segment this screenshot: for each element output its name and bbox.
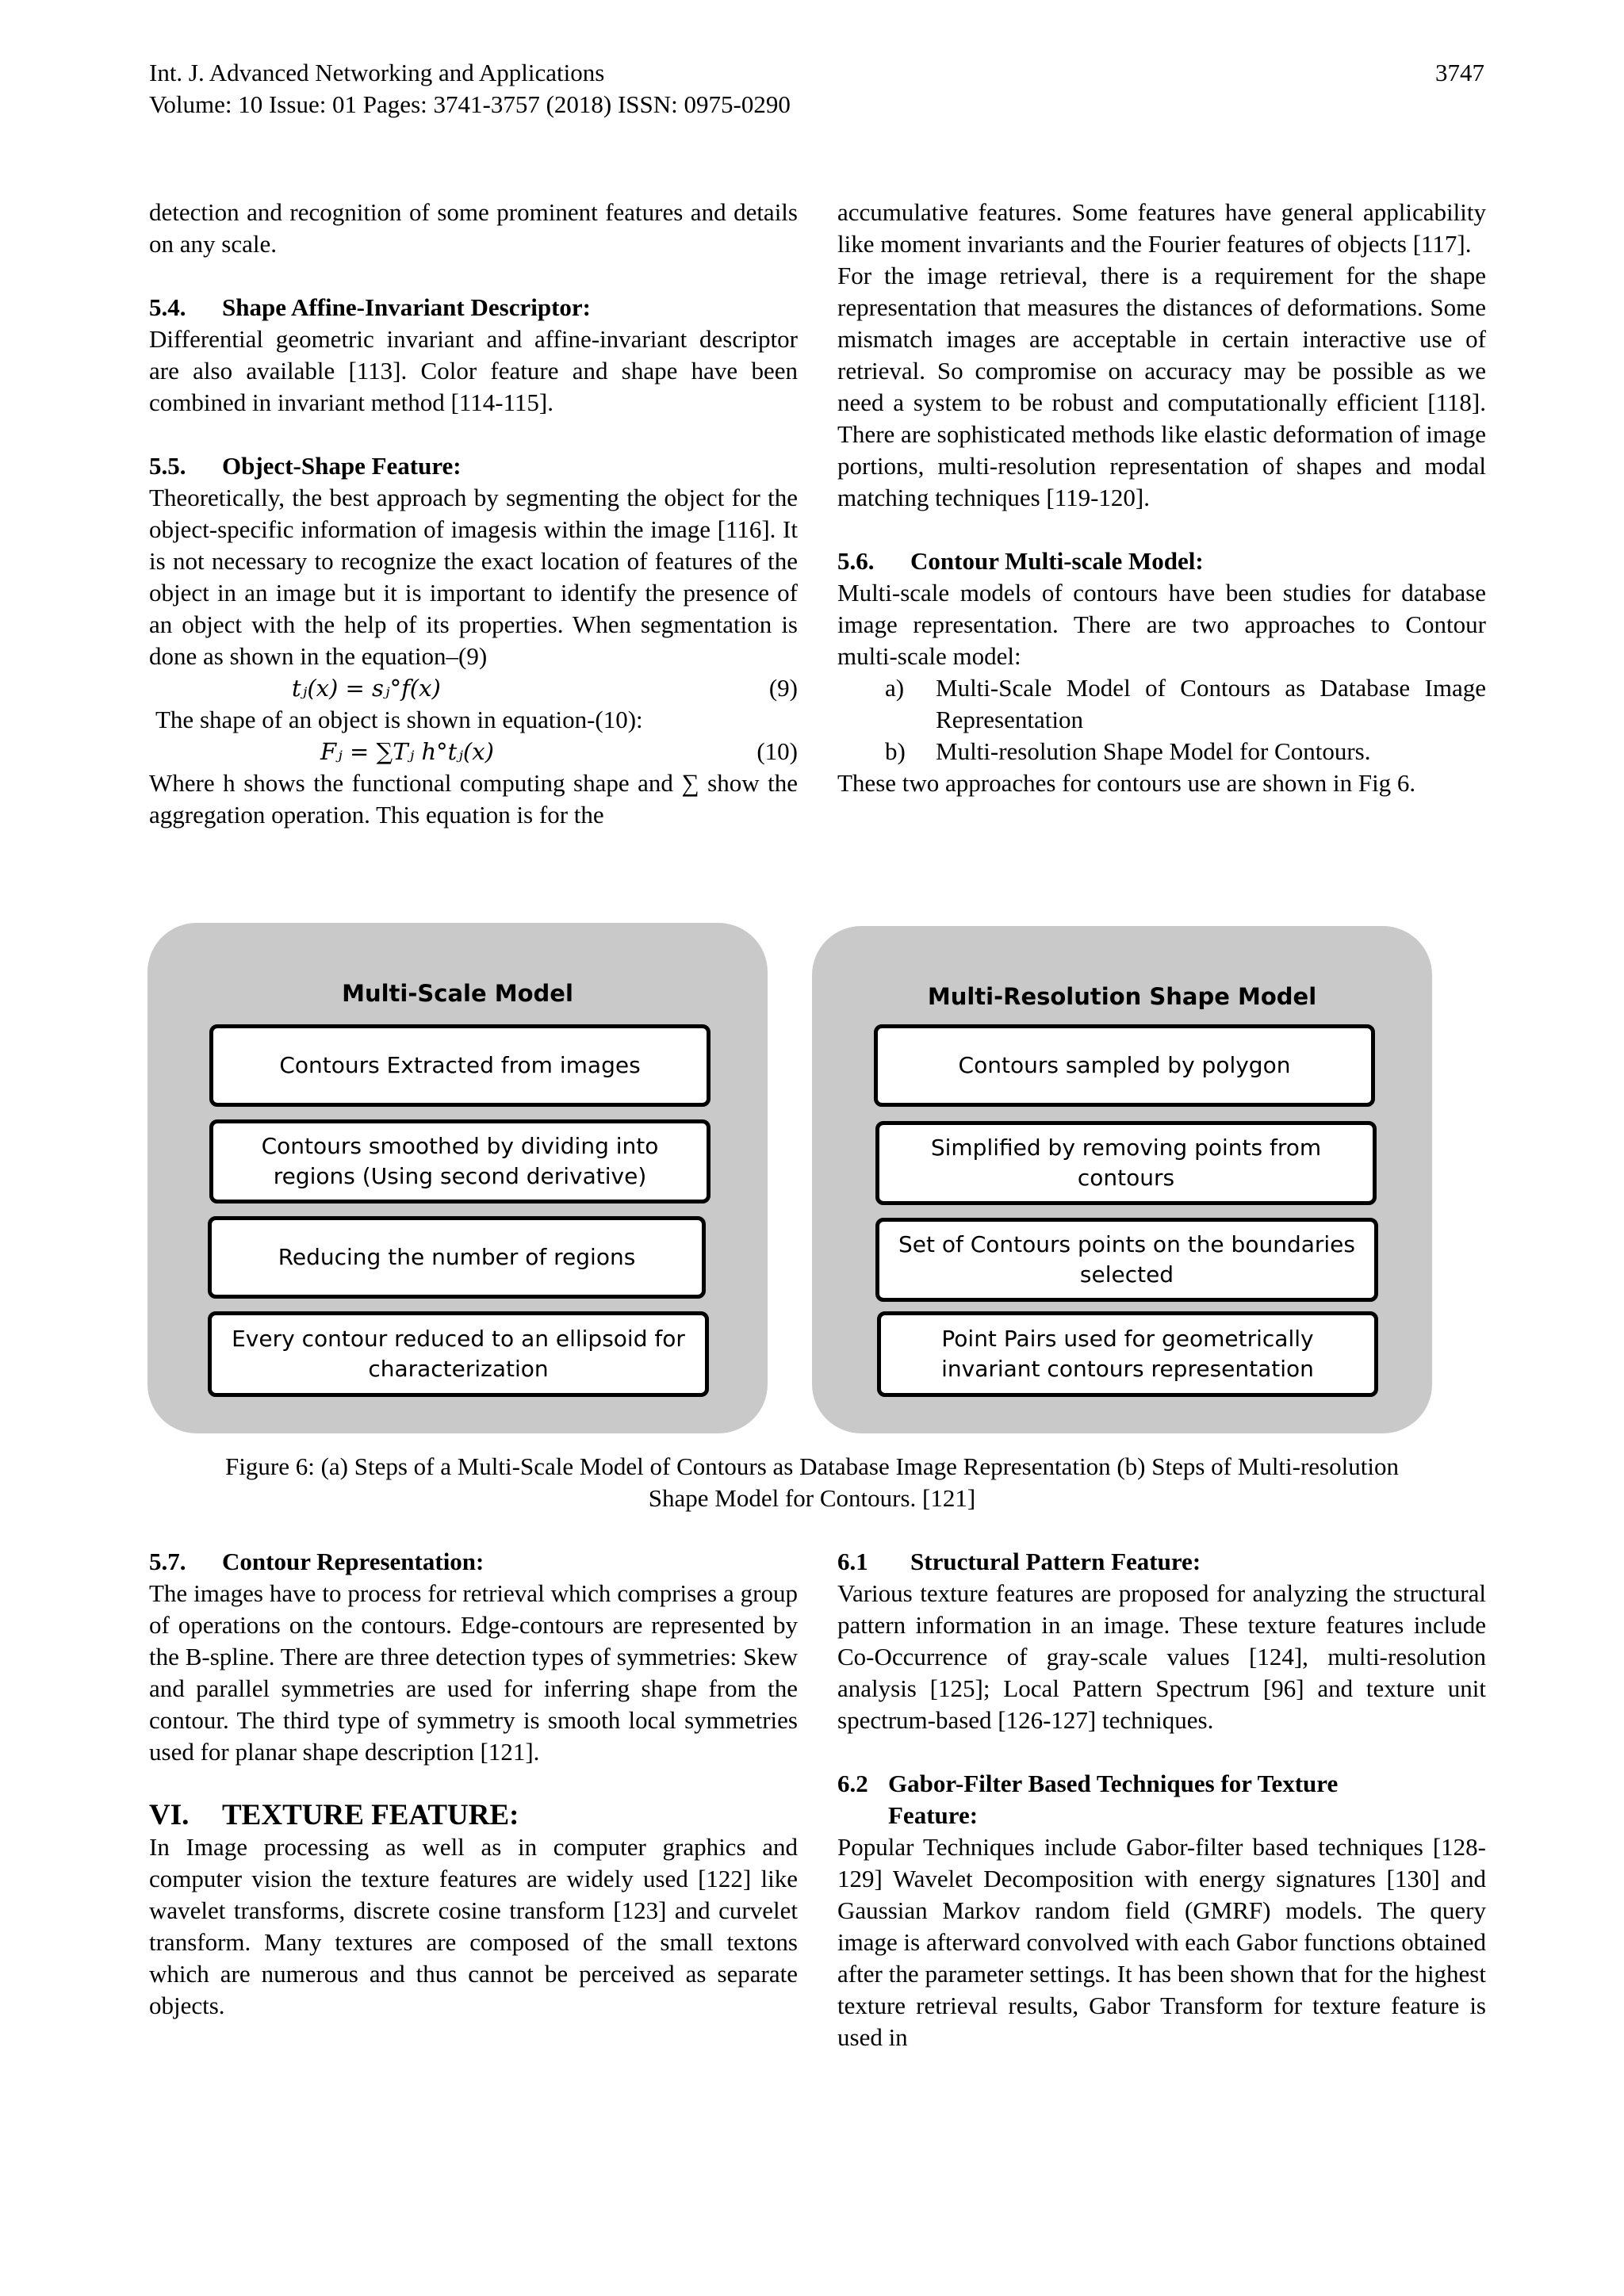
section-5-7-body: The images have to process for retrieval which comprises a group of operations on the contours. Edge-contours are represented by the B-spline. There are three detection types of symmetries: Skew and parallel symmetries are used for inferring shape from the contour. The third type of symmetry is smooth local symmetries used for planar shape description [121]. — [149, 1579, 798, 1766]
section-6-body: In Image processing as well as in computer graphics and computer vision the texture features are widely used [122] like wavelet transforms, discrete cosine transform [123] and curvelet transform. Many textures are composed of the small textons which are numerous and thus cannot be perceived as separate objects. — [149, 1833, 798, 2019]
page-number: 3747 — [1435, 59, 1484, 86]
multi-scale-step-1: Contours Extracted from images — [209, 1024, 710, 1107]
journal-title: Int. J. Advanced Networking and Applications — [149, 59, 605, 86]
section-5-5-continuation: Where h shows the functional computing shape and ∑ show the aggregation operation. This equation is for the — [149, 769, 798, 828]
left-column-bottom — [149, 1546, 798, 2022]
section-5-4-heading: 5.4. Shape Affine-Invariant Descriptor: — [149, 293, 591, 321]
multi-resolution-model-title: Multi-Resolution Shape Model — [927, 983, 1317, 1010]
right-column-top — [837, 197, 1486, 799]
equation-10 — [149, 736, 798, 767]
equation-10-expression: Fⱼ = ∑Tⱼ h°tⱼ(x) — [320, 738, 494, 765]
section-5-4-body: Differential geometric invariant and affine-invariant descriptor are also available [113]. Color feature and shape have been combined in invariant method [114-115]. — [149, 325, 798, 416]
multi-resolution-step-2: Simplified by removing points from contours — [875, 1121, 1377, 1205]
accumulative-paragraph: accumulative features. Some features have general applicability like moment invariants and the Fourier features of objects [117]. — [837, 198, 1486, 258]
multi-resolution-step-1: Contours sampled by polygon — [874, 1024, 1375, 1107]
equation-9-number: (9) — [768, 674, 798, 702]
section-5-6-body: Multi-scale models of contours have been studies for database image representation. There are two approaches to Contour multi-scale model: — [837, 579, 1486, 670]
retrieval-paragraph: For the image retrieval, there is a requirement for the shape representation that measures the distances of deformations. Some mismatch images are acceptable in certain interactive use of retrieval. So compromise on accuracy may be possible as we need a system to be robust and computationally efficient [118]. There are sophisticated methods like elastic deformation of image portions, multi-resolution representation of shapes and modal matching techniques [119-120]. — [837, 262, 1486, 511]
equation-9-expression: tⱼ(x) = sⱼ°f(x) — [292, 675, 441, 702]
section-5-5-heading: 5.5. Object-Shape Feature: — [149, 452, 462, 480]
section-6-2-heading-line-2: Feature: — [888, 1801, 979, 1829]
right-column-bottom — [837, 1546, 1486, 2053]
approaches-list — [837, 672, 1486, 767]
multi-scale-model-title: Multi-Scale Model — [342, 980, 573, 1007]
equation-9 — [149, 672, 798, 704]
list-item: a) Multi-Scale Model of Contours as Database Image Representation — [885, 674, 1486, 733]
multi-scale-step-4: Every contour reduced to an ellipsoid for characterization — [208, 1311, 709, 1397]
section-6-1-heading: 6.1 Structural Pattern Feature: — [837, 1548, 1201, 1575]
multi-scale-step-3: Reducing the number of regions — [208, 1216, 706, 1299]
section-6-1-body: Various texture features are proposed for analyzing the structural pattern information in an image. These texture features include Co-Occurrence of gray-scale values [124], multi-resolution analysis [125]; Local Pattern Spectrum [96] and texture unit spectrum-based [126-127] techniques. — [837, 1579, 1486, 1734]
section-5-7-heading: 5.7. Contour Representation: — [149, 1548, 485, 1575]
intro-paragraph: detection and recognition of some prominent features and details on any scale. — [149, 198, 798, 258]
multi-resolution-step-4: Point Pairs used for geometrically invariant contours representation — [877, 1311, 1378, 1397]
section-5-6-heading: 5.6. Contour Multi-scale Model: — [837, 547, 1204, 575]
figure-caption-line-2: Shape Model for Contours. [121] — [648, 1484, 976, 1512]
multi-scale-step-2: Contours smoothed by dividing into regions (Using second derivative) — [209, 1119, 710, 1203]
section-6-2-heading: 6.2 Gabor-Filter Based Techniques for Texture — [837, 1770, 1339, 1797]
multi-resolution-step-3: Set of Contours points on the boundaries selected — [875, 1218, 1378, 1302]
volume-line: Volume: 10 Issue: 01 Pages: 3741-3757 (2018) ISSN: 0975-0290 — [149, 90, 791, 118]
section-5-6-continuation: These two approaches for contours use are shown in Fig 6. — [837, 769, 1416, 797]
section-6-heading: VI. TEXTURE FEATURE: — [149, 1799, 519, 1831]
section-5-5-body: Theoretically, the best approach by segmenting the object for the object-specific information of imagesis within the image [116]. It is not necessary to recognize the exact location of features of the object in an image but it is important to identify the presence of an object with the help of its properties. When segmentation is done as shown in the equation–(9) — [149, 484, 798, 670]
list-item: b) Multi-resolution Shape Model for Contours. — [885, 737, 1371, 765]
figure-caption-line-1: Figure 6: (a) Steps of a Multi-Scale Model of Contours as Database Image Representation (b) Steps of Multi-resolution — [225, 1452, 1399, 1480]
section-6-2-body: Popular Techniques include Gabor-filter based techniques [128-129] Wavelet Decomposition with energy signatures [130] and Gaussian Markov random field (GMRF) models. The query image is afterward convolved with each Gabor functions obtained after the parameter settings. It has been shown that for the highest texture retrieval results, Gabor Transform for texture feature is used in — [837, 1833, 1486, 2051]
equation-10-number: (10) — [756, 737, 798, 765]
equation-10-intro: The shape of an object is shown in equation-(10): — [155, 706, 643, 733]
left-column-top — [149, 197, 798, 831]
